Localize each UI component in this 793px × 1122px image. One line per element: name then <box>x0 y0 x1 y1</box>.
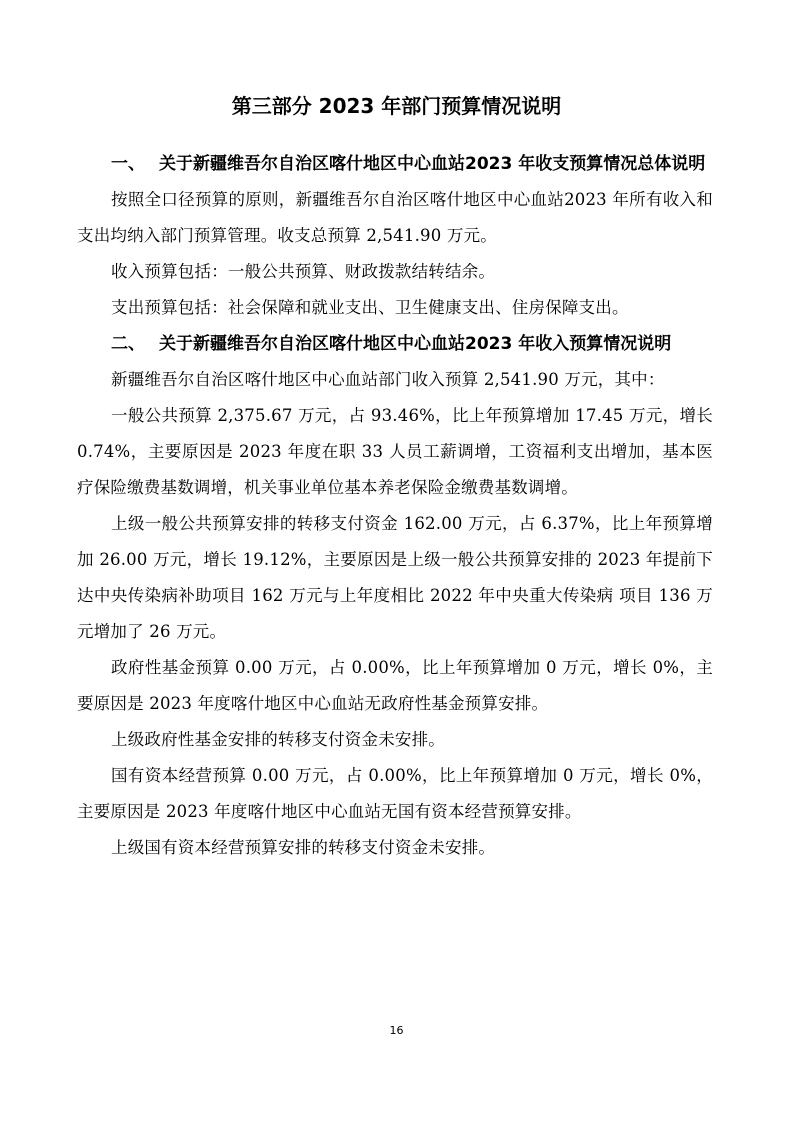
paragraph: 按照全口径预算的原则，新疆维吾尔自治区喀什地区中心血站2023 年所有收入和支出均纳入部门预算管理。收支总预算 2,541.90 万元。 <box>77 190 713 245</box>
page-title: 第三部分 2023 年部门预算情况说明 <box>231 94 562 118</box>
paragraph: 上级国有资本经营预算安排的转移支付资金未安排。 <box>111 838 496 857</box>
section-heading-1 <box>77 146 713 182</box>
paragraph: 支出预算包括：社会保障和就业支出、卫生健康支出、住房保障支出。 <box>111 298 629 317</box>
document-body <box>77 146 713 866</box>
section-heading-2 <box>77 326 713 362</box>
paragraph: 国有资本经营预算 0.00 万元，占 0.00%，比上年预算增加 0 万元，增长 0%，主要原因是 2023 年度喀什地区中心血站无国有资本经营预算安排。 <box>77 766 713 821</box>
paragraph: 上级政府性基金安排的转移支付资金未安排。 <box>111 730 445 749</box>
section-number: 二、 <box>111 334 145 354</box>
section-heading-text: 关于新疆维吾尔自治区喀什地区中心血站2023 年收支预算情况总体说明 <box>159 154 706 174</box>
paragraph: 政府性基金预算 0.00 万元，占 0.00%，比上年预算增加 0 万元，增长 0%，主要原因是 2023 年度喀什地区中心血站无政府性基金预算安排。 <box>77 658 713 713</box>
paragraph: 收入预算包括：一般公共预算、财政拨款结转结余。 <box>111 262 496 281</box>
section-number: 一、 <box>111 154 145 174</box>
paragraph: 新疆维吾尔自治区喀什地区中心血站部门收入预算 2,541.90 万元，其中： <box>111 370 665 389</box>
paragraph: 一般公共预算 2,375.67 万元，占 93.46%，比上年预算增加 17.45 万元，增长 0.74%，主要原因是 2023 年度在职 33 人员工薪调增，工资福利支出增加，基本医疗保险缴费基数调增，机关事业单位基本养老保险金缴费基数调增。 <box>77 406 713 497</box>
page-number: 16 <box>389 1024 404 1037</box>
paragraph: 上级一般公共预算安排的转移支付资金 162.00 万元，占 6.37%，比上年预算增加 26.00 万元，增长 19.12%，主要原因是上级一般公共预算安排的 2023 年提前下达中央传染病补助项目 162 万元与上年度相比 2022 年中央重大传染病 项目 136 万元增加了 26 万元。 <box>77 514 713 641</box>
section-heading-text: 关于新疆维吾尔自治区喀什地区中心血站2023 年收入预算情况说明 <box>159 334 672 354</box>
